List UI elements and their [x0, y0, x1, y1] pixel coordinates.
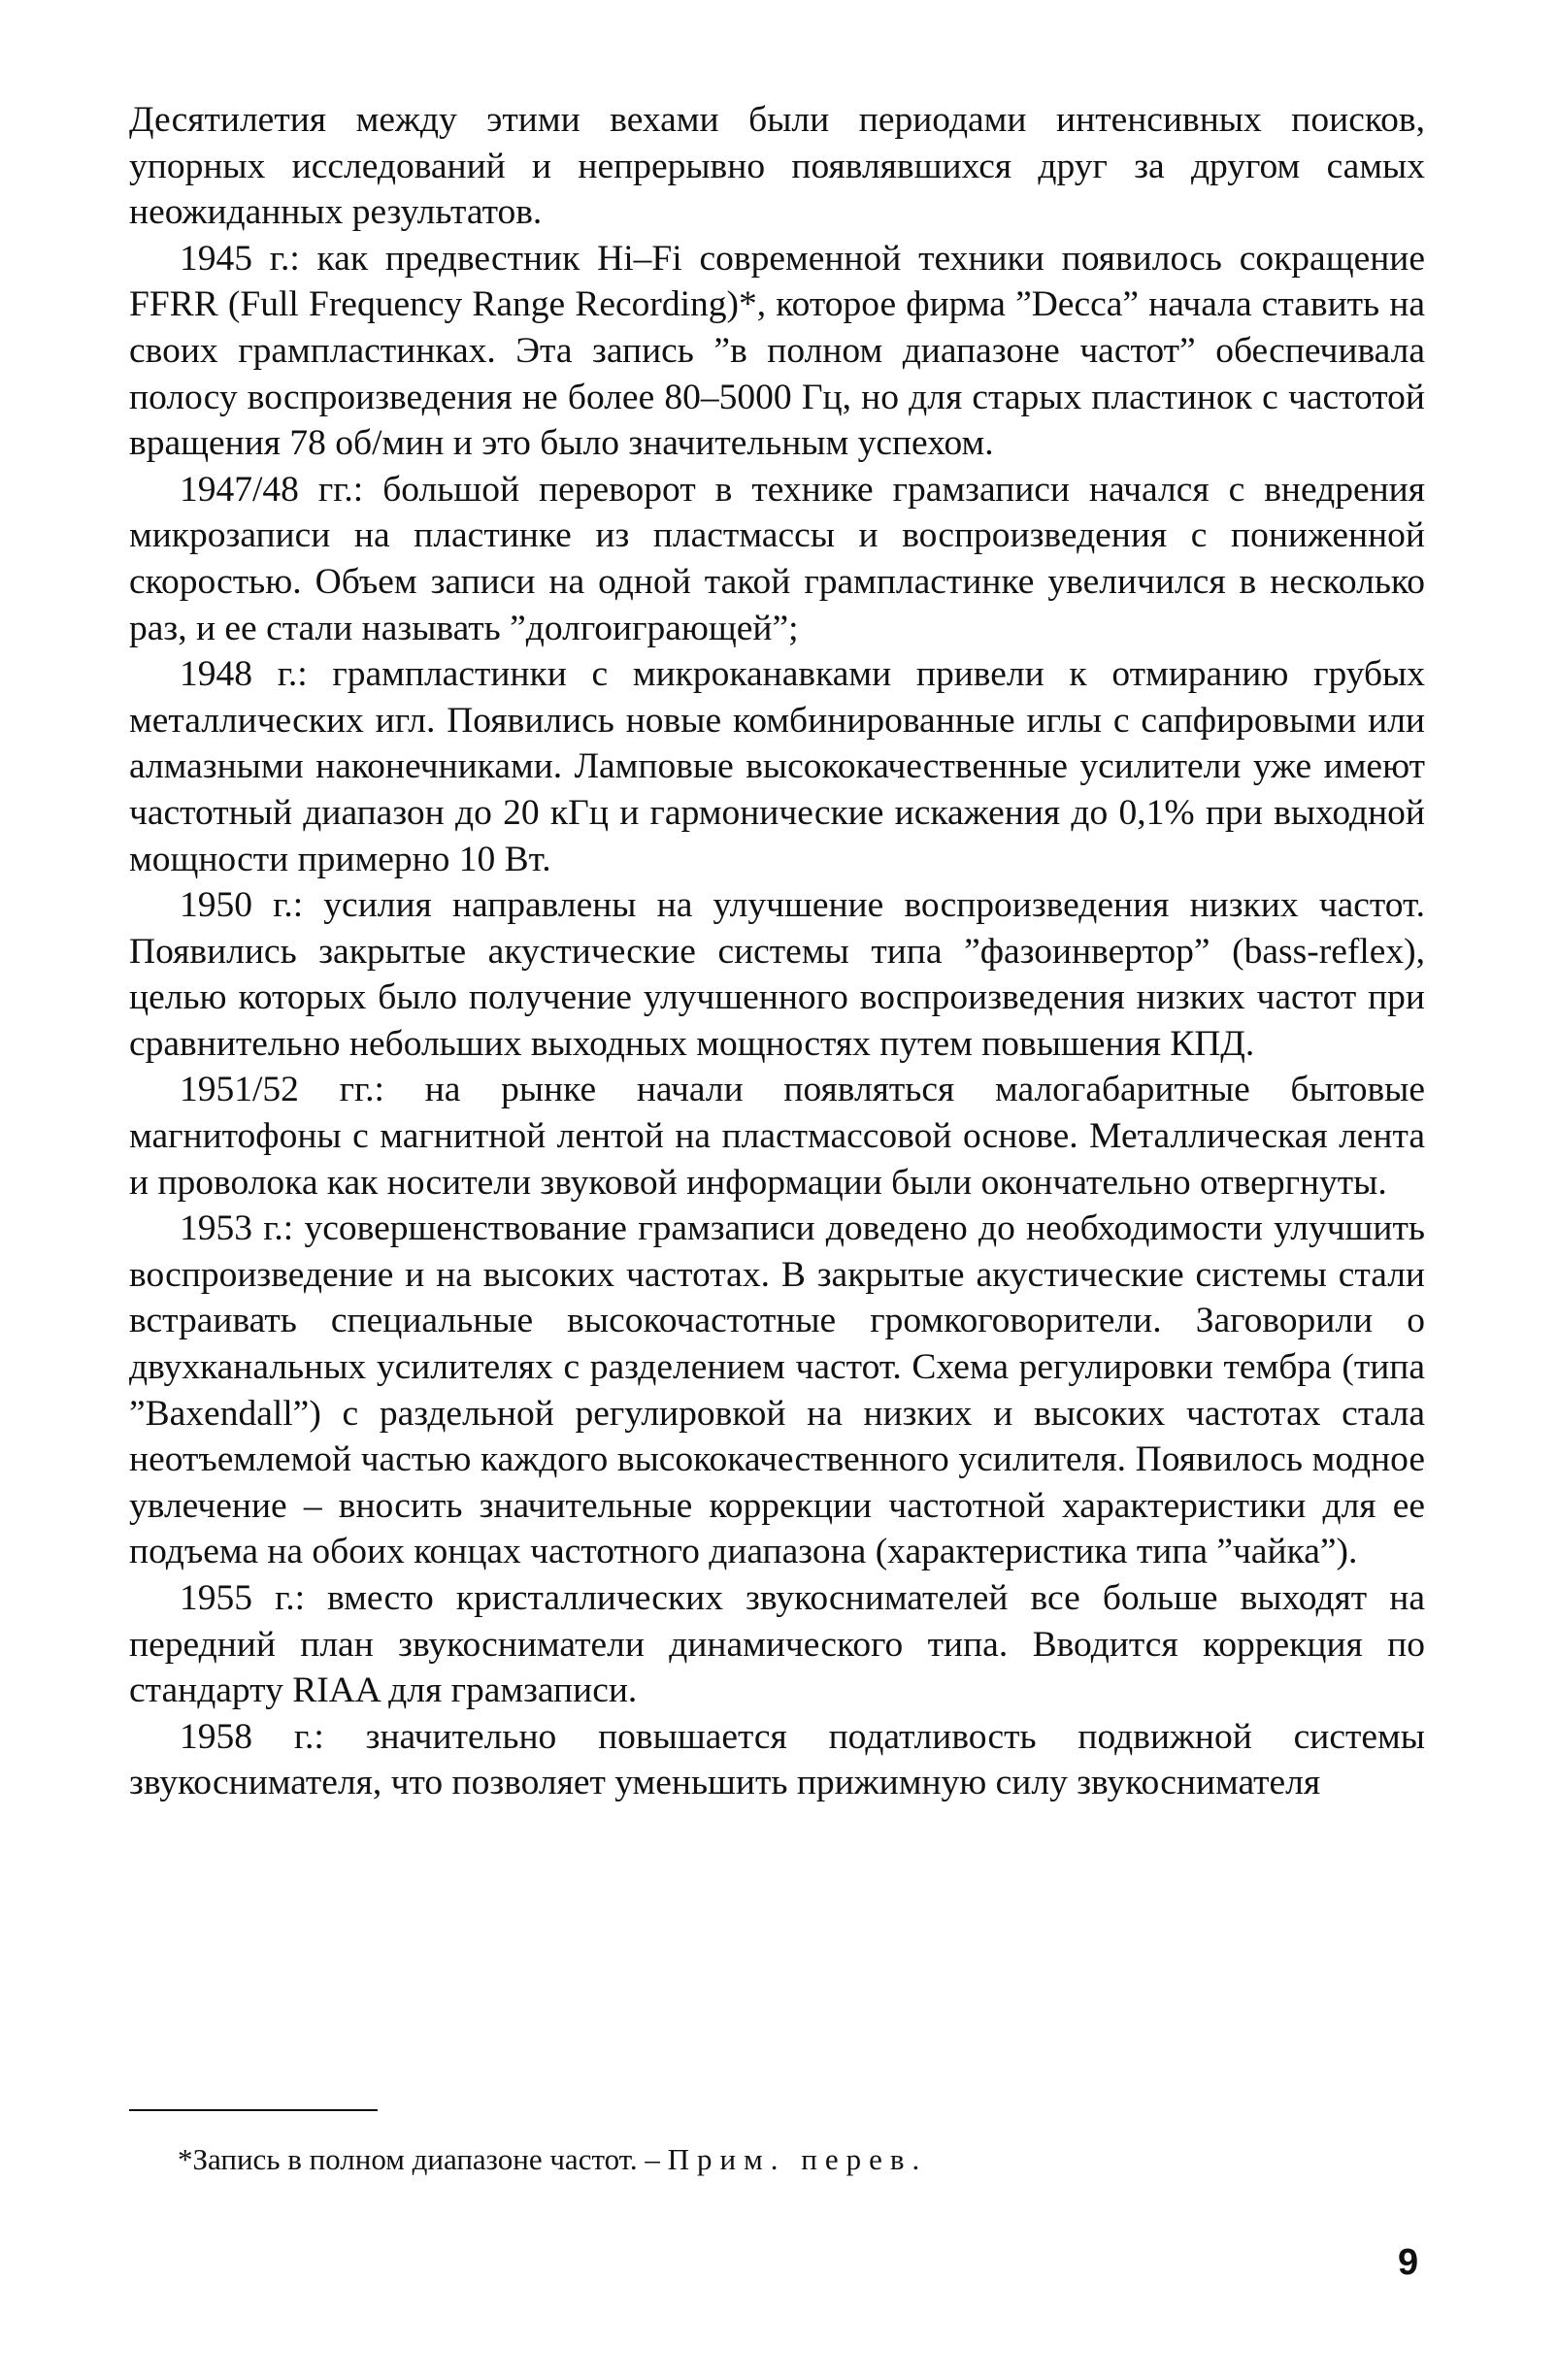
- year-label: 1955 г.:: [180, 1578, 306, 1618]
- paragraph-text: усовершенствование грамзаписи доведено до необходимости улучшить воспроизведение и на высоких частотах. В закрытые акустические системы стали встраивать специальные высокочастотные громкоговорители. Заговорили о двухканальных усилителях с разделением частот. Схема регулировки тембра (типа ”Baxendall”) с раздельной регулировкой на низких и высоких частотах стала неотъемлемой частью каждого высококачественного усилителя. Появилось модное увлечение – вносить значительные коррекции частотной характеристики для ее подъема на обоих концах частотного диапазона (характеристика типа ”чайка”).: [129, 1208, 1425, 1572]
- year-label: 1951/52 гг.:: [180, 1070, 384, 1110]
- footnote: [178, 2140, 927, 2179]
- year-label: 1950 г.:: [180, 885, 304, 926]
- paragraph-intro: [129, 97, 1425, 236]
- year-label: 1947/48 гг.:: [180, 469, 364, 510]
- footnote-divider: [129, 2109, 378, 2111]
- paragraph-text: большой переворот в технике грамзаписи начался с внедрения микрозаписи на пластинке из пластмассы и воспроизведения с пониженной скоростью. Объем записи на одной такой грампластинке увеличился в несколько раз, и ее стали называть ”долгоиграющей”;: [129, 469, 1425, 648]
- paragraph-1951-52: [129, 1067, 1425, 1206]
- paragraph-text: как предвестник Hi–Fi современной техники появилось сокращение FFRR (Full Frequency Range Recording)*, которое фирма ”Decca” начала ставить на своих грампластинках. Эта запись ”в полном диапазоне частот” обеспечивала полосу воспроизведения не более 80–5000 Гц, но для старых пластинок с частотой вращения 78 об/мин и это было значительным успехом.: [129, 238, 1425, 464]
- paragraph-1950: [129, 882, 1425, 1067]
- paragraph-text: Десятилетия между этими вехами были периодами интенсивных поисков, упорных исследований и непрерывно появлявшихся друг за другом самых неожиданных результатов.: [129, 100, 1425, 233]
- paragraph-text: вместо кристаллических звукоснимателей все больше выходят на передний план звукосниматели динамического типа. Вводится коррекция по стандарту RIAA для грамзаписи.: [129, 1578, 1425, 1711]
- year-label: 1958 г.:: [180, 1716, 324, 1757]
- footnote-text: *Запись в полном диапазоне частот. –: [178, 2142, 668, 2176]
- paragraph-1945: [129, 236, 1425, 467]
- paragraph-1953: [129, 1206, 1425, 1575]
- footnote-note: Прим. перев.: [667, 2142, 928, 2176]
- page-number: 9: [1398, 2242, 1419, 2283]
- year-label: 1945 г.:: [180, 238, 300, 279]
- page-body: [129, 97, 1425, 1806]
- paragraph-text: усилия направлены на улучшение воспроизведения низких частот. Появились закрытые акустические системы типа ”фазоинвертор” (bass-reflex), целью которых было получение улучшенного воспроизведения низких частот при сравнительно небольших выходных мощностях путем повышения КПД.: [129, 885, 1425, 1064]
- paragraph-1947-48: [129, 467, 1425, 651]
- paragraph-text: грампластинки с микроканавками привели к отмиранию грубых металлических игл. Появились новые комбинированные иглы с сапфировыми или алмазными наконечниками. Ламповые высококачественные усилители уже имеют частотный диапазон до 20 кГц и гармонические искажения до 0,1% при выходной мощности примерно 10 Вт.: [129, 654, 1425, 879]
- year-label: 1953 г.:: [180, 1208, 294, 1249]
- paragraph-1948: [129, 651, 1425, 882]
- paragraph-text: на рынке начали появляться малогабаритные бытовые магнитофоны с магнитной лентой на пластмассовой основе. Металлическая лента и проволока как носители звуковой информации были окончательно отвергнуты.: [129, 1070, 1425, 1203]
- paragraph-1955: [129, 1575, 1425, 1714]
- paragraph-text: значительно повышается податливость подвижной системы звукоснимателя, что позволяет уменьшить прижимную силу звукоснимателя: [129, 1716, 1425, 1803]
- year-label: 1948 г.:: [180, 654, 308, 695]
- paragraph-1958: [129, 1714, 1425, 1806]
